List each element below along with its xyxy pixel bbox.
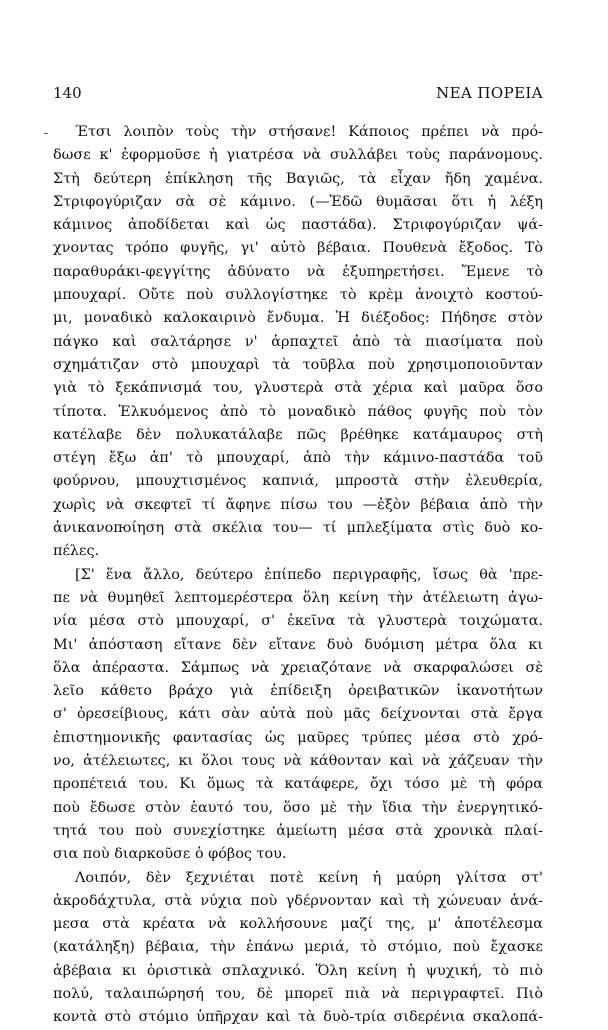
text-line: πέλες. — [53, 543, 100, 560]
margin-mark — [44, 133, 48, 134]
text-line: Έτσι λοιπὸν τοὺς τὴν στήσανε! Κάποιος πρέπει νὰ πρό- — [75, 124, 543, 140]
body-text — [53, 121, 543, 1030]
text-line: σια ποὺ διαρκοῦσε ὁ φόβος του. — [53, 846, 287, 863]
text-line: μι, μοναδικὸ καλοκαιρινὸ ἔνδυμα. Ἡ διέξοδος: Πήδησε στὸν — [53, 310, 543, 327]
text-line: προπέτειά του. Κι ὅμως τὰ κατάφερε, ὄχι τόσο μὲ τὴ φόρα — [53, 776, 543, 793]
text-line: (κατάληξη) βέβαια, τὴν ἐπάνω μεριά, τὸ στόμιο, ποὺ ἔχασκε — [53, 939, 543, 956]
text-line: μεσα στὰ κρέατα νὰ κολλήσουνε μαζί της, μ' ἀποτέλεσμα — [53, 916, 543, 933]
text-line: δωσε κ' ἐφορμοῦσε ἡ γιατρέσα νὰ συλλάβει τοὺς παράνομους. — [53, 147, 543, 164]
text-line: Στὴ δεύτερη ἐπίκληση τῆς Βαγιῶς, τὰ εἶχαν ἤδη χαμένα. — [53, 170, 543, 187]
text-line: τίποτα. Ἑλκυόμενος ἀπὸ τὸ μοναδικὸ πάθος φυγῆς ποὺ τὸν — [53, 403, 543, 420]
text-line: νία μέσα στὸ μπουχαρί, σ' ἐκεῖνα τὰ γλυστερὰ τοιχώματα. — [53, 613, 543, 630]
text-line: παραθυράκι-φεγγίτης ἀδύνατο νὰ ἐξυπηρετήσει. Ἔμενε τὸ — [53, 263, 543, 280]
text-line: στέγη ἔξω ἀπ' τὸ μπουχαρί, ἀπὸ τὴν κάμινο-παστάδα τοῦ — [53, 450, 543, 467]
text-line: τητά του ποὺ συνεχίστηκε ἀμείωτη μέσα στὰ χρονικὰ πλαί- — [53, 822, 543, 839]
text-line: μπουχαρί. Οὔτε ποὺ συλλογίστηκε τὸ κρὲμ ἀνοιχτὸ κοστού- — [53, 287, 543, 304]
text-line: [Σ' ἕνα ἄλλο, δεύτερο ἐπίπεδο περιγραφῆς, ἴσως θὰ 'πρε- — [75, 566, 543, 583]
text-line: Στριφογύριζαν σὰ σὲ κάμινο. (—Ἐδῶ θυμᾶσαι ὅτι ἡ λέξη — [53, 193, 543, 210]
text-line: ἀκροδάχτυλα, στὰ νύχια ποὺ γδέρνονταν καὶ τὴ χώνευαν ἀνά- — [53, 892, 543, 909]
text-line: ἐπιστημονικῆς φαντασίας ὡς μαῦρες τρύπες μέσα στὸ χρό- — [53, 729, 543, 746]
text-line: ὅλα ἀπέραστα. Σάμπως νὰ χρειαζότανε νὰ σκαρφαλώσει σὲ — [53, 659, 543, 676]
text-line: σχημάτιζαν στὸ μπουχαρὶ τὰ τοῦβλα ποὺ χρησιμοποιοῦνταν — [53, 356, 543, 373]
text-line: πολύ, ταλαιπώρησή του, δὲ μπορεῖ πιὰ νὰ περιγραφτεῖ. Πιὸ — [53, 985, 543, 1002]
running-head — [53, 82, 543, 104]
text-line: χωρὶς νὰ σκεφτεῖ τί ἄφηνε πίσω του —ἐξὸν βέβαια ἀπὸ τὴν — [53, 496, 543, 513]
text-line: φούρνου, μπουχτισμένος καπνιά, μπροστὰ στὴν ἐλευθερία, — [53, 473, 543, 490]
text-line: πάγκο καὶ σαλτάρησε ν' ἁρπαχτεῖ ἀπὸ τὰ πιασίματα ποὺ — [53, 333, 543, 350]
text-line: ἀβέβαια κι ὁριστικὰ σπλαχνικό. Ὅλη κείνη ἡ ψυχική, τὸ πιὸ — [53, 962, 543, 979]
text-line: κάμινος ἀποδίδεται καὶ ὡς παστάδα). Στριφογύριζαν ψά- — [53, 217, 543, 234]
text-line: Λοιπόν, δὲν ξεχνιέται ποτὲ κείνη ἡ μαύρη γλίτσα στ' — [75, 869, 543, 886]
text-line: κατέλαβε δὲν πολυκατάλαβε πῶς βρέθηκε κατάμαυρος στὴ — [53, 426, 543, 443]
text-line: πε νὰ θυμηθεῖ λεπτομερέστερα ὅλη κείνη τὴν ἀτέλειωτη ἀγω- — [53, 589, 543, 606]
journal-title: ΝΕΑ ΠΟΡΕΙΑ — [436, 84, 543, 102]
text-line: νο, ἀτέλειωτες, κι ὅλοι τους νὰ κάθονταν καὶ νὰ χάζευαν τὴν — [53, 753, 543, 770]
page-number: 140 — [53, 84, 82, 102]
text-line: σ' ὀρεσείβιους, κάτι σὰν αὐτὰ ποὺ μᾶς δείχνονται στὰ ἔργα — [53, 706, 543, 723]
text-line: χνοντας τρόπο φυγῆς, γι' αὐτὸ βέβαια. Πουθενὰ ἔξοδος. Τὸ — [53, 240, 543, 257]
text-line: κοντὰ στὸ στόμιο ὑπῆρχαν καὶ τὰ δυὸ-τρία σιδερένια σκαλοπά- — [53, 1009, 543, 1026]
text-line: λεῖο κάθετο βράχο γιὰ ἐπίδειξη ὀρειβατικῶν ἱκανοτήτων — [53, 683, 543, 700]
text-line: γιὰ τὸ ξεκάπνισμά του, γλυστερὰ στὰ χέρια καὶ μαῦρα ὅσο — [53, 380, 543, 397]
text-line: Μι' ἀπόσταση εἴτανε δὲν εἴτανε δυὸ δυόμιση μέτρα ὅλα κι — [53, 636, 543, 653]
text-line: ἀνικανοποίηση στὰ σκέλια του— τί μπλεξίματα στὶς δυὸ κο- — [53, 520, 543, 537]
text-line: ποὺ ἔδωσε στὸν ἑαυτό του, ὅσο μὲ τὴν ἴδια τὴν ἐνεργητικό- — [53, 799, 543, 816]
